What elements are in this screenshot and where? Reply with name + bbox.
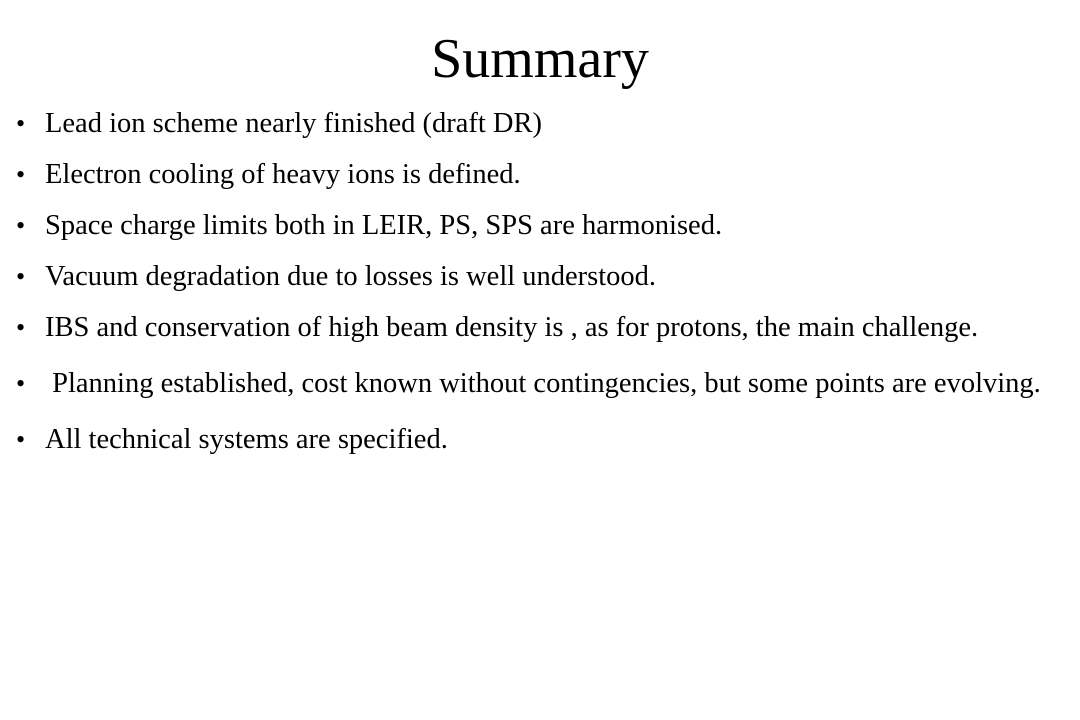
- bullet-item: [0, 368, 1080, 400]
- bullet-marker: •: [16, 160, 26, 189]
- bullet-item: [0, 312, 1080, 344]
- bullet-item: [0, 261, 1080, 293]
- bullet-marker: •: [16, 109, 26, 138]
- bullet-marker: •: [16, 211, 26, 240]
- bullet-item: [0, 159, 1080, 191]
- bullet-item: [0, 424, 1080, 456]
- bullet-marker: •: [16, 313, 26, 342]
- bullet-text: Vacuum degradation due to losses is well understood.: [45, 261, 657, 292]
- bullet-text: Electron cooling of heavy ions is defined.: [45, 159, 521, 190]
- bullet-text: Lead ion scheme nearly finished (draft DR): [45, 108, 542, 139]
- bullet-marker: •: [16, 369, 26, 398]
- bullet-marker: •: [16, 425, 26, 454]
- bullet-text: All technical systems are specified.: [45, 424, 448, 455]
- bullet-text: IBS and conservation of high beam density is , as for protons, the main challenge.: [45, 312, 979, 343]
- bullet-text: Space charge limits both in LEIR, PS, SPS are harmonised.: [45, 210, 723, 241]
- bullet-marker: •: [16, 262, 26, 291]
- bullet-item: [0, 210, 1080, 242]
- slide-title: Summary: [431, 28, 649, 90]
- bullet-text: Planning established, cost known without contingencies, but some points are evolving.: [45, 368, 1041, 399]
- bullet-list: [0, 108, 1080, 456]
- bullet-item: [0, 108, 1080, 140]
